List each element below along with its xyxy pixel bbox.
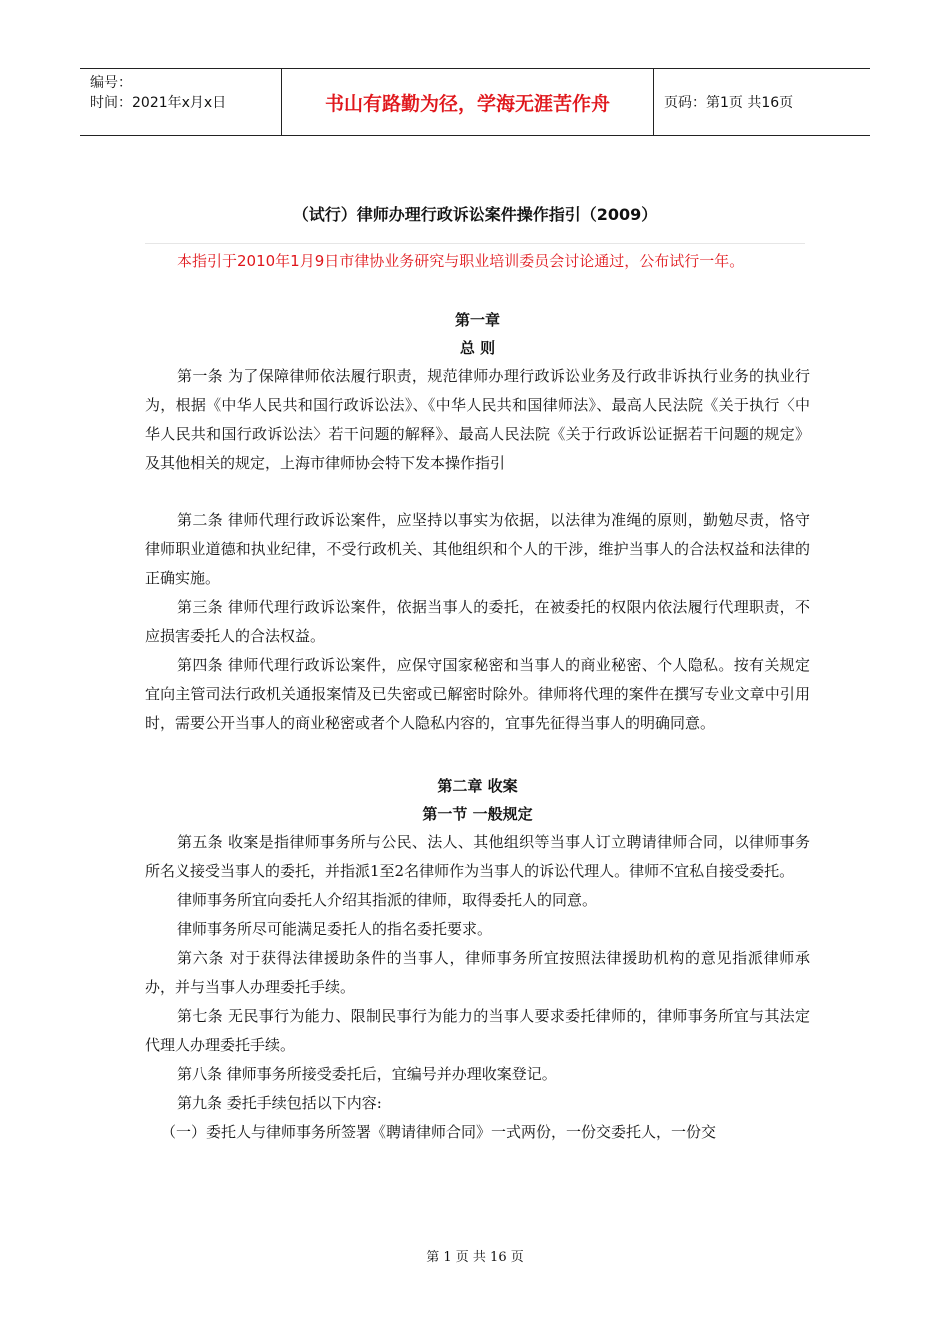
page-footer: 第 1 页 共 16 页 bbox=[426, 1250, 524, 1265]
article-5-clause-2: 律师事务所宜向委托人介绍其指派的律师，取得委托人的同意。 bbox=[177, 891, 598, 909]
spacer bbox=[145, 738, 810, 772]
adoption-notice: 本指引于2010年1月9日市律协业务研究与职业培训委员会讨论通过，公布试行一年。 bbox=[177, 252, 745, 270]
article-8: 第八条 律师事务所接受委托后，宜编号并办理收案登记。 bbox=[177, 1065, 557, 1083]
document-title: （试行）律师办理行政诉讼案件操作指引（2009） bbox=[292, 205, 658, 224]
article-1: 第一条 为了保障律师依法履行职责，规范律师办理行政诉讼业务及行政非诉执行业务的执业行为，根据《中华人民共和国行政诉讼法》、《中华人民共和国律师法》、最高人民法院《关于执行〈中华人民共和国行政诉讼法〉若干问题的解释》、最高人民法院《关于行政诉讼证据若干问题的规定》及其他相关的规定，上海市律师协会特下发本操作指引 bbox=[145, 367, 810, 472]
header-table bbox=[80, 68, 870, 136]
article-9: 第九条 委托手续包括以下内容: bbox=[177, 1094, 382, 1112]
header-page-info: 页码：第1页 共16页 bbox=[664, 95, 794, 111]
spacer bbox=[145, 478, 810, 506]
article-5: 第五条 收案是指律师事务所与公民、法人、其他组织等当事人订立聘请律师合同，以律师事务所名义接受当事人的委托，并指派1至2名律师作为当事人的诉讼代理人。律师不宜私自接受委托。 bbox=[145, 833, 810, 880]
article-3: 第三条 律师代理行政诉讼案件，依据当事人的委托，在被委托的权限内依法履行代理职责，不应损害委托人的合法权益。 bbox=[145, 598, 810, 645]
header-motto: 书山有路勤为径，学海无涯苦作舟 bbox=[282, 69, 654, 135]
article-2: 第二条 律师代理行政诉讼案件，应坚持以事实为依据，以法律为准绳的原则，勤勉尽责，恪守律师职业道德和执业纪律，不受行政机关、其他组织和个人的干涉，维护当事人的合法权益和法律的正确实施。 bbox=[145, 511, 810, 587]
title-divider bbox=[145, 243, 805, 244]
header-meta-cell bbox=[80, 69, 282, 135]
doc-number-label: 编号： bbox=[90, 75, 132, 91]
article-5-clause-3: 律师事务所尽可能满足委托人的指名委托要求。 bbox=[177, 920, 493, 938]
chapter-1-subheading: 总 则 bbox=[459, 339, 496, 357]
article-6: 第六条 对于获得法律援助条件的当事人，律师事务所宜按照法律援助机构的意见指派律师承办，并与当事人办理委托手续。 bbox=[145, 949, 810, 996]
chapter-1-heading: 第一章 bbox=[454, 311, 500, 329]
article-9-item-1: （一）委托人与律师事务所签署《聘请律师合同》一式两份，一份交委托人，一份交 bbox=[161, 1123, 717, 1141]
section-1-heading: 第一节 一般规定 bbox=[422, 805, 533, 823]
chapter-2-heading: 第二章 收案 bbox=[437, 777, 518, 795]
article-4: 第四条 律师代理行政诉讼案件，应保守国家秘密和当事人的商业秘密、个人隐私。按有关规定宜向主管司法行政机关通报案情及已失密或已解密时除外。律师将代理的案件在撰写专业文章中引用时，需要公开当事人的商业秘密或者个人隐私内容的，宜事先征得当事人的明确同意。 bbox=[145, 656, 810, 732]
doc-time-label: 时间：2021年x月x日 bbox=[90, 95, 227, 111]
article-7: 第七条 无民事行为能力、限制民事行为能力的当事人要求委托律师的，律师事务所宜与其法定代理人办理委托手续。 bbox=[145, 1007, 810, 1054]
document-body bbox=[145, 306, 810, 1147]
